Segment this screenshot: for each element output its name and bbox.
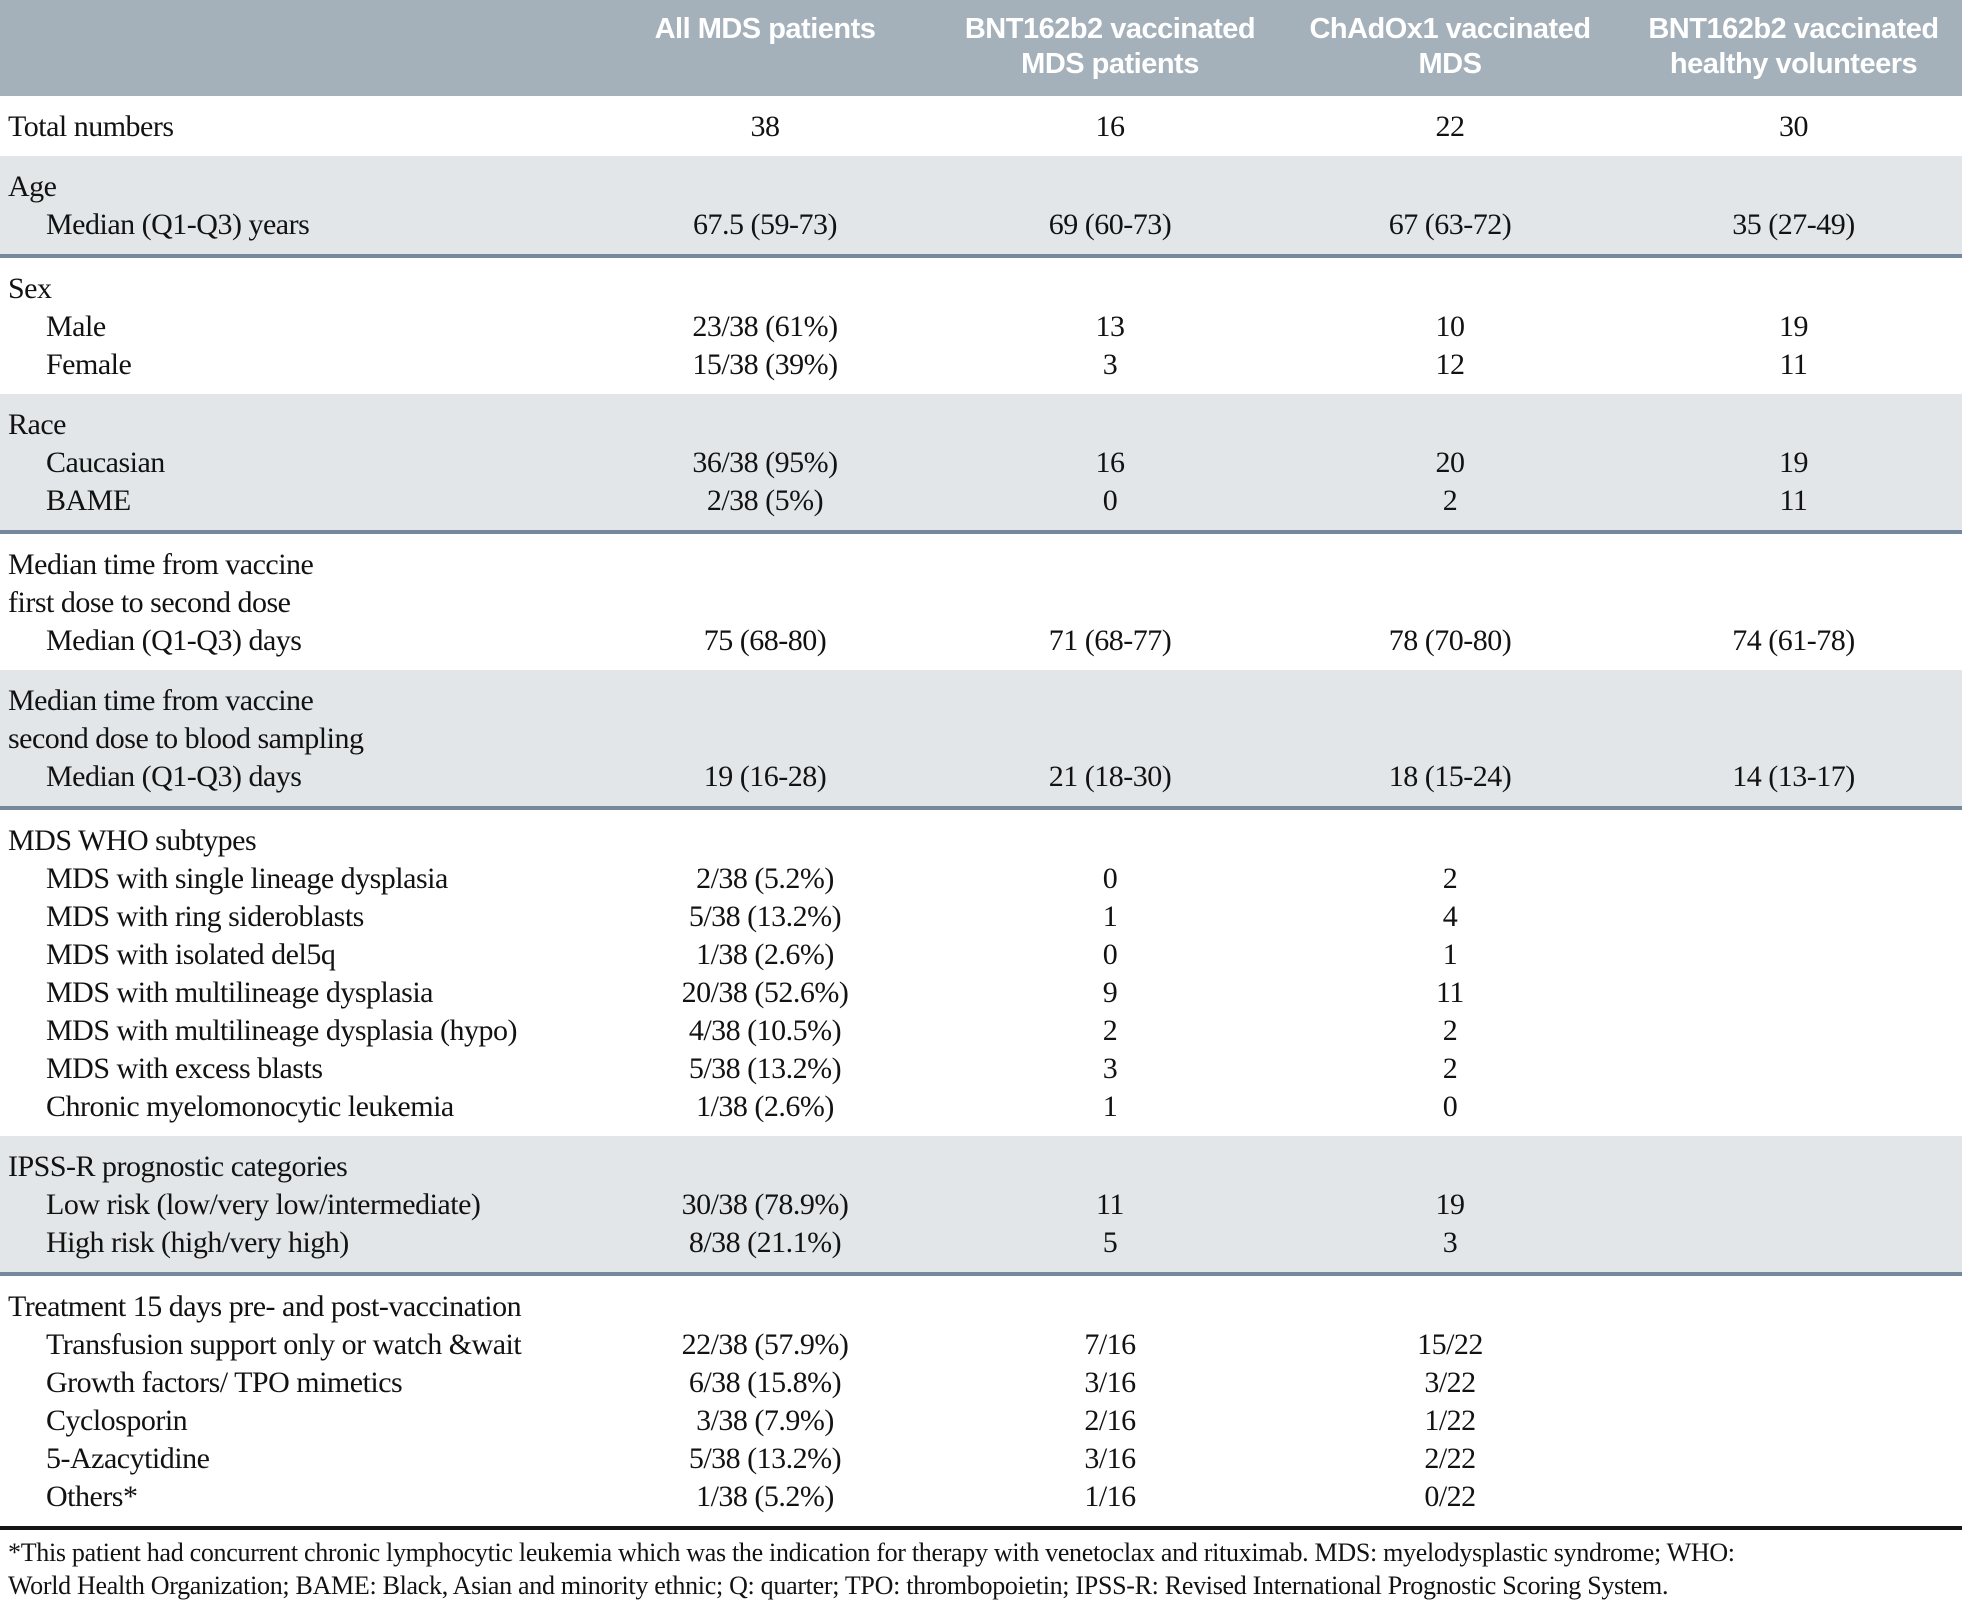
- row-label: IPSS-R prognostic categories: [0, 1136, 585, 1186]
- row-label: MDS with multilineage dysplasia (hypo): [46, 1014, 517, 1047]
- row-label: MDS WHO subtypes: [8, 824, 257, 857]
- row-label: Race: [0, 394, 585, 444]
- value-cell: 35 (27-49): [1625, 206, 1962, 256]
- value-cell: [1625, 1274, 1962, 1326]
- value-cell: 1: [1442, 938, 1458, 971]
- table-row: [0, 532, 1962, 584]
- value-cell: 1: [1102, 1090, 1118, 1123]
- value-cell: [585, 808, 945, 860]
- value-cell: [1625, 898, 1962, 936]
- value-cell: [1625, 532, 1962, 584]
- value-cell: [1275, 256, 1625, 308]
- value-cell: [585, 584, 945, 622]
- value-cell: [1275, 1136, 1625, 1186]
- table-row: [0, 936, 1962, 974]
- value-cell: 13: [1095, 310, 1125, 343]
- value-cell: 16: [1095, 110, 1125, 143]
- value-cell: 69 (60-73): [945, 206, 1275, 256]
- value-cell: [1275, 720, 1625, 758]
- table-row: [0, 346, 1962, 394]
- value-cell: 2: [1102, 1014, 1118, 1047]
- value-cell: 1/22: [1424, 1404, 1476, 1437]
- row-label: High risk (high/very high): [0, 1224, 585, 1274]
- value-cell: [1625, 720, 1962, 758]
- value-cell: 5/38 (13.2%): [688, 1052, 842, 1085]
- value-cell: [1625, 1478, 1962, 1528]
- footnote-line-1: *This patient had concurrent chronic lymphocytic leukemia which was the indication for therapy with venetoclax and rituximab. MDS: myelodysplastic syndrome; WHO:: [8, 1538, 1735, 1567]
- value-cell: 78 (70-80): [1388, 624, 1512, 657]
- header-row: [0, 0, 1962, 96]
- table-row: [0, 622, 1962, 670]
- value-cell: 22/38 (57.9%): [681, 1328, 849, 1361]
- row-label: MDS with isolated del5q: [46, 938, 336, 971]
- table-row: [0, 1224, 1962, 1274]
- value-cell: 15/38 (39%): [692, 348, 838, 381]
- value-cell: 1/38 (2.6%): [696, 938, 834, 971]
- value-cell: [585, 156, 945, 206]
- value-cell: [1625, 1224, 1962, 1274]
- table-row: [0, 1478, 1962, 1528]
- row-label: MDS with multilineage dysplasia: [46, 976, 433, 1009]
- section-ipss-r-prognostic-categories: [0, 1136, 1962, 1274]
- value-cell: [585, 532, 945, 584]
- table-row: [0, 720, 1962, 758]
- row-label: Median (Q1-Q3) days: [0, 758, 585, 808]
- table-row: [0, 1012, 1962, 1050]
- value-cell: 2/16: [1084, 1404, 1136, 1437]
- value-cell: 2/38 (5.2%): [696, 862, 834, 895]
- table-row: [0, 860, 1962, 898]
- row-label: second dose to blood sampling: [0, 720, 585, 758]
- header-chadox1-mds: ChAdOx1 vaccinated MDS: [1275, 0, 1625, 96]
- value-cell: 36/38 (95%): [585, 444, 945, 482]
- table-row: [0, 758, 1962, 808]
- header-all-mds-patients: All MDS patients: [585, 0, 945, 96]
- row-label: Male: [46, 310, 106, 343]
- value-cell: [1625, 1326, 1962, 1364]
- value-cell: 10: [1435, 310, 1465, 343]
- section-mds-who-subtypes: [0, 808, 1962, 1136]
- row-label: MDS with excess blasts: [46, 1052, 323, 1085]
- value-cell: 74 (61-78): [1732, 624, 1855, 657]
- table-row: [0, 96, 1962, 156]
- row-label: 5-Azacytidine: [46, 1442, 210, 1475]
- value-cell: [1275, 394, 1625, 444]
- table-row: [0, 156, 1962, 206]
- section-race: [0, 394, 1962, 532]
- value-cell: 16: [945, 444, 1275, 482]
- header-bnt162b2-mds: BNT162b2 vaccinated MDS patients: [945, 0, 1275, 96]
- value-cell: [585, 720, 945, 758]
- value-cell: [945, 1274, 1275, 1326]
- table-row: [0, 482, 1962, 532]
- value-cell: 0: [1442, 1090, 1458, 1123]
- value-cell: [945, 720, 1275, 758]
- table-row: [0, 1186, 1962, 1224]
- value-cell: 11: [945, 1186, 1275, 1224]
- row-label: Female: [46, 348, 132, 381]
- table-row: [0, 1088, 1962, 1136]
- value-cell: 0: [1102, 938, 1118, 971]
- value-cell: [1275, 808, 1625, 860]
- value-cell: [945, 532, 1275, 584]
- value-cell: 19: [1275, 1186, 1625, 1224]
- table-row: [0, 1440, 1962, 1478]
- value-cell: [585, 1274, 945, 1326]
- value-cell: 2: [1442, 862, 1458, 895]
- value-cell: 5: [945, 1224, 1275, 1274]
- table-row: [0, 1136, 1962, 1186]
- section-median-time-first-to-second-dose: [0, 532, 1962, 670]
- value-cell: 3/22: [1424, 1366, 1476, 1399]
- value-cell: 7/16: [1084, 1328, 1136, 1361]
- row-label: Age: [0, 156, 585, 206]
- value-cell: 38: [750, 110, 780, 143]
- value-cell: [945, 584, 1275, 622]
- value-cell: 30/38 (78.9%): [585, 1186, 945, 1224]
- value-cell: 19: [1625, 444, 1962, 482]
- value-cell: [1625, 670, 1962, 720]
- value-cell: [945, 670, 1275, 720]
- value-cell: 21 (18-30): [945, 758, 1275, 808]
- value-cell: 2/38 (5%): [585, 482, 945, 532]
- row-label: MDS with single lineage dysplasia: [46, 862, 448, 895]
- value-cell: 30: [1779, 110, 1808, 143]
- value-cell: [1275, 1274, 1625, 1326]
- value-cell: 9: [1102, 976, 1118, 1009]
- row-label: Median (Q1-Q3) years: [0, 206, 585, 256]
- row-label: MDS with ring sideroblasts: [46, 900, 364, 933]
- section-age: [0, 156, 1962, 256]
- row-label: BAME: [0, 482, 585, 532]
- table-row: [0, 206, 1962, 256]
- row-label: first dose to second dose: [8, 586, 291, 619]
- value-cell: [1625, 1440, 1962, 1478]
- value-cell: 18 (15-24): [1275, 758, 1625, 808]
- value-cell: 14 (13-17): [1625, 758, 1962, 808]
- row-label: Median time from vaccine: [8, 548, 314, 581]
- value-cell: 2: [1275, 482, 1625, 532]
- value-cell: [945, 156, 1275, 206]
- value-cell: [1625, 1364, 1962, 1402]
- value-cell: 1: [1102, 900, 1118, 933]
- value-cell: [1275, 532, 1625, 584]
- value-cell: 3: [1102, 348, 1118, 381]
- value-cell: [945, 394, 1275, 444]
- value-cell: [1625, 1186, 1962, 1224]
- table-header: [0, 0, 1962, 96]
- row-label: Treatment 15 days pre- and post-vaccination: [8, 1290, 522, 1323]
- value-cell: 67.5 (59-73): [585, 206, 945, 256]
- value-cell: 3/16: [1084, 1366, 1136, 1399]
- value-cell: [1625, 1050, 1962, 1088]
- row-label: Growth factors/ TPO mimetics: [46, 1366, 403, 1399]
- value-cell: [585, 670, 945, 720]
- row-label: Chronic myelomonocytic leukemia: [46, 1090, 454, 1123]
- row-label: Caucasian: [0, 444, 585, 482]
- header-bnt162b2-healthy: BNT162b2 vaccinated healthy volunteers: [1625, 0, 1962, 96]
- value-cell: 11: [1625, 482, 1962, 532]
- value-cell: 4/38 (10.5%): [688, 1014, 842, 1047]
- table-row: [0, 1402, 1962, 1440]
- table-row: [0, 1274, 1962, 1326]
- table-row: [0, 1364, 1962, 1402]
- value-cell: 2/22: [1424, 1442, 1476, 1475]
- value-cell: [1625, 156, 1962, 206]
- value-cell: 1/38 (5.2%): [585, 1478, 945, 1528]
- table-row: [0, 808, 1962, 860]
- value-cell: 5/38 (13.2%): [688, 1442, 842, 1475]
- value-cell: 67 (63-72): [1275, 206, 1625, 256]
- value-cell: [585, 1136, 945, 1186]
- value-cell: 3: [1102, 1052, 1118, 1085]
- header-empty-cell: [0, 0, 585, 96]
- table-footnote: [0, 1530, 1962, 1612]
- value-cell: [1625, 1402, 1962, 1440]
- value-cell: 3: [1275, 1224, 1625, 1274]
- value-cell: 2: [1442, 1052, 1458, 1085]
- table-row: [0, 584, 1962, 622]
- value-cell: [945, 808, 1275, 860]
- value-cell: [1275, 584, 1625, 622]
- value-cell: 1/16: [945, 1478, 1275, 1528]
- row-label: Transfusion support only or watch &wait: [46, 1328, 522, 1361]
- value-cell: 2: [1442, 1014, 1458, 1047]
- row-label: Cyclosporin: [46, 1404, 188, 1437]
- value-cell: 11: [1779, 348, 1808, 381]
- value-cell: 0: [1102, 862, 1118, 895]
- table-row: [0, 1326, 1962, 1364]
- value-cell: [585, 394, 945, 444]
- value-cell: [1275, 670, 1625, 720]
- value-cell: 1/38 (2.6%): [696, 1090, 834, 1123]
- section-sex: [0, 256, 1962, 394]
- value-cell: [1625, 584, 1962, 622]
- row-label: Total numbers: [8, 110, 174, 143]
- table-row: [0, 256, 1962, 308]
- table-row: [0, 308, 1962, 346]
- value-cell: 3/16: [1084, 1442, 1136, 1475]
- value-cell: [1625, 1088, 1962, 1136]
- value-cell: 20/38 (52.6%): [681, 976, 849, 1009]
- value-cell: [1625, 394, 1962, 444]
- value-cell: 19: [1779, 310, 1808, 343]
- value-cell: 8/38 (21.1%): [585, 1224, 945, 1274]
- section-treatment: [0, 1274, 1962, 1528]
- value-cell: [945, 1136, 1275, 1186]
- value-cell: [585, 256, 945, 308]
- value-cell: 11: [1436, 976, 1464, 1009]
- row-label: Others*: [0, 1478, 585, 1528]
- value-cell: 15/22: [1417, 1328, 1483, 1361]
- value-cell: 5/38 (13.2%): [688, 900, 842, 933]
- value-cell: 12: [1435, 348, 1465, 381]
- row-label: Median time from vaccine: [0, 670, 585, 720]
- value-cell: [1625, 936, 1962, 974]
- table-row: [0, 444, 1962, 482]
- value-cell: [1625, 256, 1962, 308]
- table-row: [0, 974, 1962, 1012]
- value-cell: 3/38 (7.9%): [696, 1404, 834, 1437]
- value-cell: 19 (16-28): [585, 758, 945, 808]
- section-median-time-second-dose-to-sampling: [0, 670, 1962, 808]
- value-cell: 6/38 (15.8%): [688, 1366, 842, 1399]
- value-cell: [945, 256, 1275, 308]
- value-cell: [1625, 1136, 1962, 1186]
- table-row: [0, 1050, 1962, 1088]
- row-label: Median (Q1-Q3) days: [46, 624, 302, 657]
- value-cell: 71 (68-77): [1048, 624, 1172, 657]
- row-label: Low risk (low/very low/intermediate): [0, 1186, 585, 1224]
- value-cell: [1625, 1012, 1962, 1050]
- row-label: Sex: [8, 272, 52, 305]
- value-cell: 20: [1275, 444, 1625, 482]
- table-row: [0, 670, 1962, 720]
- value-cell: [1275, 156, 1625, 206]
- value-cell: 0: [945, 482, 1275, 532]
- value-cell: 22: [1435, 110, 1465, 143]
- value-cell: 4: [1442, 900, 1458, 933]
- table-row: [0, 898, 1962, 936]
- section-total-numbers: [0, 96, 1962, 156]
- value-cell: [1625, 974, 1962, 1012]
- value-cell: 23/38 (61%): [692, 310, 838, 343]
- value-cell: [1625, 860, 1962, 898]
- value-cell: 75 (68-80): [703, 624, 827, 657]
- table-row: [0, 394, 1962, 444]
- footnote-line-2: World Health Organization; BAME: Black, Asian and minority ethnic; Q: quarter; TPO: thrombopoietin; IPSS-R: Revised International Prognostic Scoring System.: [8, 1571, 1669, 1600]
- value-cell: [1625, 808, 1962, 860]
- value-cell: 0/22: [1275, 1478, 1625, 1528]
